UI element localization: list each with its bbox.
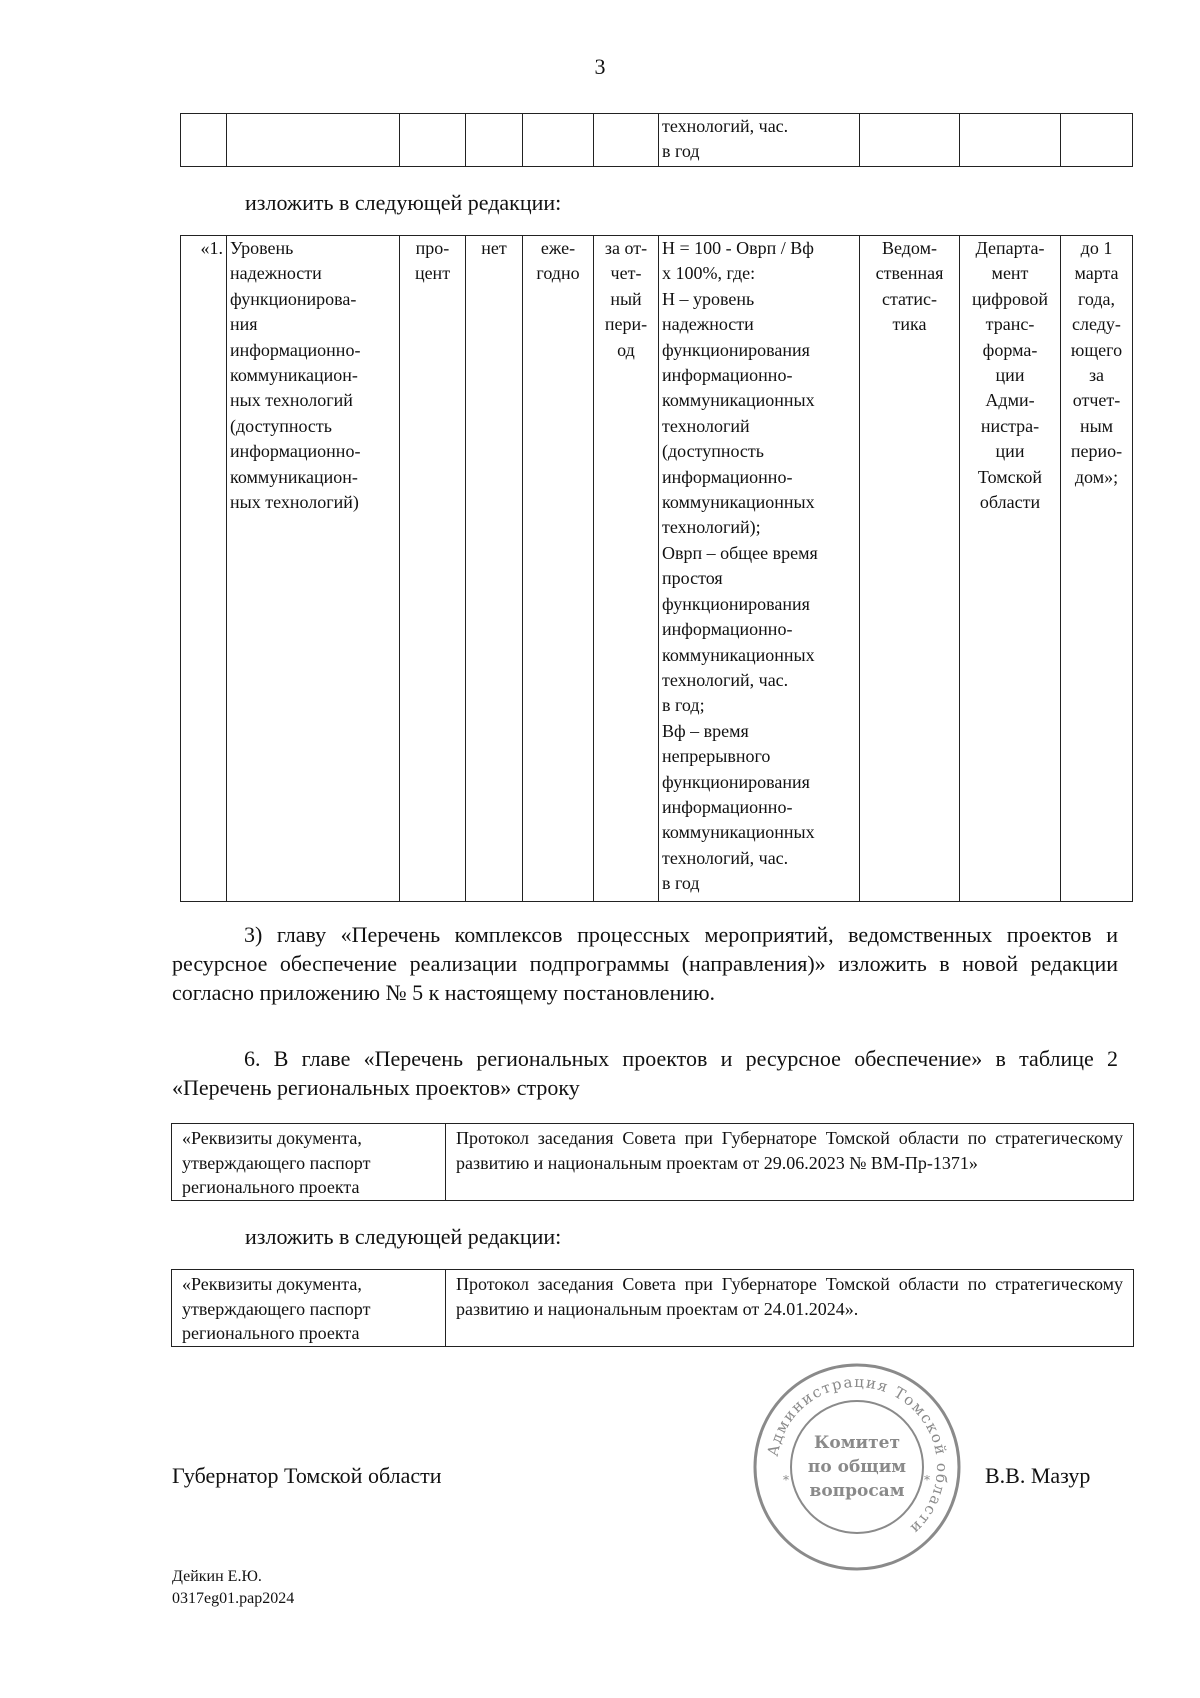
cell-line: ный [610, 288, 642, 309]
cell-line: цент [414, 263, 451, 284]
cell-responsible [960, 236, 1061, 902]
cell-line: мент [991, 263, 1029, 284]
cell-line: цифровой [972, 288, 1048, 309]
cell-line: технологий, час. [662, 847, 789, 868]
seal-line-3: вопросам [809, 1481, 905, 1501]
cell-empty [594, 114, 659, 167]
cell-line: информационно- [230, 339, 361, 360]
cell-line: Н – уровень [662, 288, 755, 309]
cell-line: технологий, час. [662, 669, 789, 690]
cell-line: коммуникационных [662, 822, 815, 843]
cell-line: коммуникационных [662, 644, 815, 665]
cell-line: (доступность [230, 415, 332, 436]
cell-formula [659, 236, 860, 902]
footer [172, 1566, 294, 1610]
table-row [172, 1124, 1134, 1201]
cell-unit [400, 236, 466, 902]
cell-line: информационно- [662, 796, 793, 817]
cell-number: «1. [181, 236, 227, 902]
cell-line: утверждающего паспорт [182, 1152, 371, 1173]
paragraph-6: 6. В главе «Перечень региональных проектов и ресурсное обеспечение» в таблице 2 «Перечень региональных проектов» строку [172, 1046, 1118, 1100]
cell-line: непрерывного [662, 746, 771, 767]
cell-line: за [1088, 365, 1105, 386]
lead-in-text: изложить в следующей редакции: [245, 190, 562, 215]
file-code: 0317eg01.pap2024 [172, 1590, 295, 1607]
cell-line: регионального проекта [182, 1177, 360, 1197]
seal-star-right: * [924, 1473, 930, 1487]
cell-line: тика [892, 314, 927, 335]
cell-requisites-value: Протокол заседания Совета при Губернаторе Томской области по стратегическому развитию и национальным проектам от 24.01.2024». [446, 1270, 1134, 1347]
cell-line: ции [995, 365, 1025, 386]
table-row [172, 1270, 1134, 1347]
cell-line: коммуникационных [662, 390, 815, 411]
cell-line: ции [995, 441, 1025, 462]
cell-line: коммуникационных [662, 492, 815, 513]
table-row [181, 236, 1133, 902]
cell-line: технологий, час. [662, 116, 789, 136]
seal-star-left: * [783, 1473, 789, 1487]
cell-line: годно [536, 263, 580, 284]
cell-line: информационно- [662, 466, 793, 487]
cell-line: х 100%, где: [662, 263, 756, 284]
cell-line: нет [481, 238, 507, 258]
cell-line: функционирования [662, 339, 810, 360]
cell-line: «Реквизиты документа, [182, 1274, 362, 1294]
seal-stamp [752, 1362, 962, 1572]
cell-line: до 1 [1080, 238, 1113, 258]
cell-line: функционирования [662, 593, 810, 614]
cell-line: перио- [1070, 441, 1123, 462]
cell-line: дом»; [1074, 466, 1119, 487]
cell-line: транс- [985, 314, 1035, 335]
cell-line: еже- [540, 238, 576, 258]
cell-line: утверждающего паспорт [182, 1298, 371, 1319]
cell-line: марта [1074, 263, 1119, 284]
paragraph-3: 3) главу «Перечень комплексов процессных мероприятий, ведомственных проектов и ресурсное обеспечение реализации подпрограммы (направления)» изложить в новой редакции согласно приложению № 5 к настоящему постановлению. [172, 922, 1118, 1005]
cell-line: Департа- [975, 238, 1045, 258]
cell-line: Ведом- [882, 238, 937, 258]
cell-line: чет- [610, 263, 642, 284]
executor-name: Дейкин Е.Ю. [172, 1568, 262, 1585]
cell-line: информационно- [662, 365, 793, 386]
new-requisites-table [171, 1269, 1134, 1347]
cell-line: года, [1077, 288, 1116, 309]
lead-in-text: изложить в следующей редакции: [245, 1224, 562, 1249]
cell-line: «Реквизиты документа, [182, 1128, 362, 1148]
seal-line-2: по общим [807, 1457, 907, 1477]
cell-line: Томской [977, 466, 1043, 487]
cell-requisites-value: Протокол заседания Совета при Губернаторе Томской области по стратегическому развитию и национальным проектам от 29.06.2023 № ВМ-Пр-1371» [446, 1124, 1134, 1201]
cell-line: функционирова- [230, 288, 357, 309]
cell-line: функционирования [662, 771, 810, 792]
cell-line: в год [662, 873, 700, 894]
old-requisites-table [171, 1123, 1134, 1201]
cell-cumulative [466, 236, 523, 902]
cell-empty [181, 114, 227, 167]
cell-line: Уровень [230, 238, 294, 258]
cell-line: про- [415, 238, 450, 258]
cell-indicator-name [227, 236, 400, 902]
cell-line: Вф – время [662, 720, 749, 741]
cell-empty [466, 114, 523, 167]
cell-empty [860, 114, 960, 167]
cell-deadline [1061, 236, 1133, 902]
cell-line: в год [662, 141, 700, 161]
cell-line: надежности [230, 263, 322, 284]
cell-requisites-label [172, 1270, 446, 1347]
cell-line: надежности [662, 314, 754, 335]
cell-line: информационно- [662, 619, 793, 640]
cell-line: следу- [1072, 314, 1121, 335]
cell-requisites-label [172, 1124, 446, 1201]
cell-line: Оврп – общее время [662, 542, 818, 563]
cell-line: отчет- [1072, 390, 1121, 411]
cell-empty [227, 114, 400, 167]
cell-line: Адми- [985, 390, 1035, 411]
cell-formula-tail [659, 114, 860, 167]
page-number: 3 [594, 54, 606, 79]
cell-line: за от- [604, 238, 648, 258]
cell-empty [1061, 114, 1133, 167]
cell-period [594, 236, 659, 902]
cell-source [860, 236, 960, 902]
cell-line: ющего [1070, 339, 1123, 360]
new-indicator-table [180, 235, 1133, 902]
cell-line: ным [1079, 415, 1114, 436]
table-row [181, 114, 1133, 167]
seal-ring-textpath: Администрация Томской области [763, 1372, 952, 1539]
cell-line: Н = 100 - Оврп / Вф [662, 238, 814, 258]
cell-line: ния [230, 314, 258, 335]
cell-line: ственная [875, 263, 944, 284]
signature-name: В.В. Мазур [985, 1463, 1091, 1488]
cell-line: технологий [662, 415, 750, 436]
cell-line: регионального проекта [182, 1323, 360, 1343]
cell-line: форма- [982, 339, 1038, 360]
cell-line: информационно- [230, 441, 361, 462]
cell-line: ных технологий [230, 390, 353, 411]
cell-line: (доступность [662, 441, 764, 462]
cell-empty [400, 114, 466, 167]
signature-title: Губернатор Томской области [172, 1463, 442, 1488]
cell-line: статис- [881, 288, 938, 309]
cell-line: пери- [604, 314, 648, 335]
cell-empty [960, 114, 1061, 167]
cell-empty [523, 114, 594, 167]
cell-line: нистра- [980, 415, 1040, 436]
cell-line: технологий); [662, 517, 761, 538]
seal-line-1: Комитет [813, 1433, 901, 1453]
cell-line: коммуникацион- [230, 466, 358, 487]
cell-line: простоя [662, 568, 723, 589]
cell-line: ных технологий) [230, 492, 359, 513]
cell-line: области [979, 492, 1041, 513]
cell-frequency [523, 236, 594, 902]
old-row-tail-table [180, 113, 1133, 167]
cell-line: од [617, 339, 635, 360]
cell-line: в год; [662, 695, 705, 716]
cell-line: коммуникацион- [230, 365, 358, 386]
